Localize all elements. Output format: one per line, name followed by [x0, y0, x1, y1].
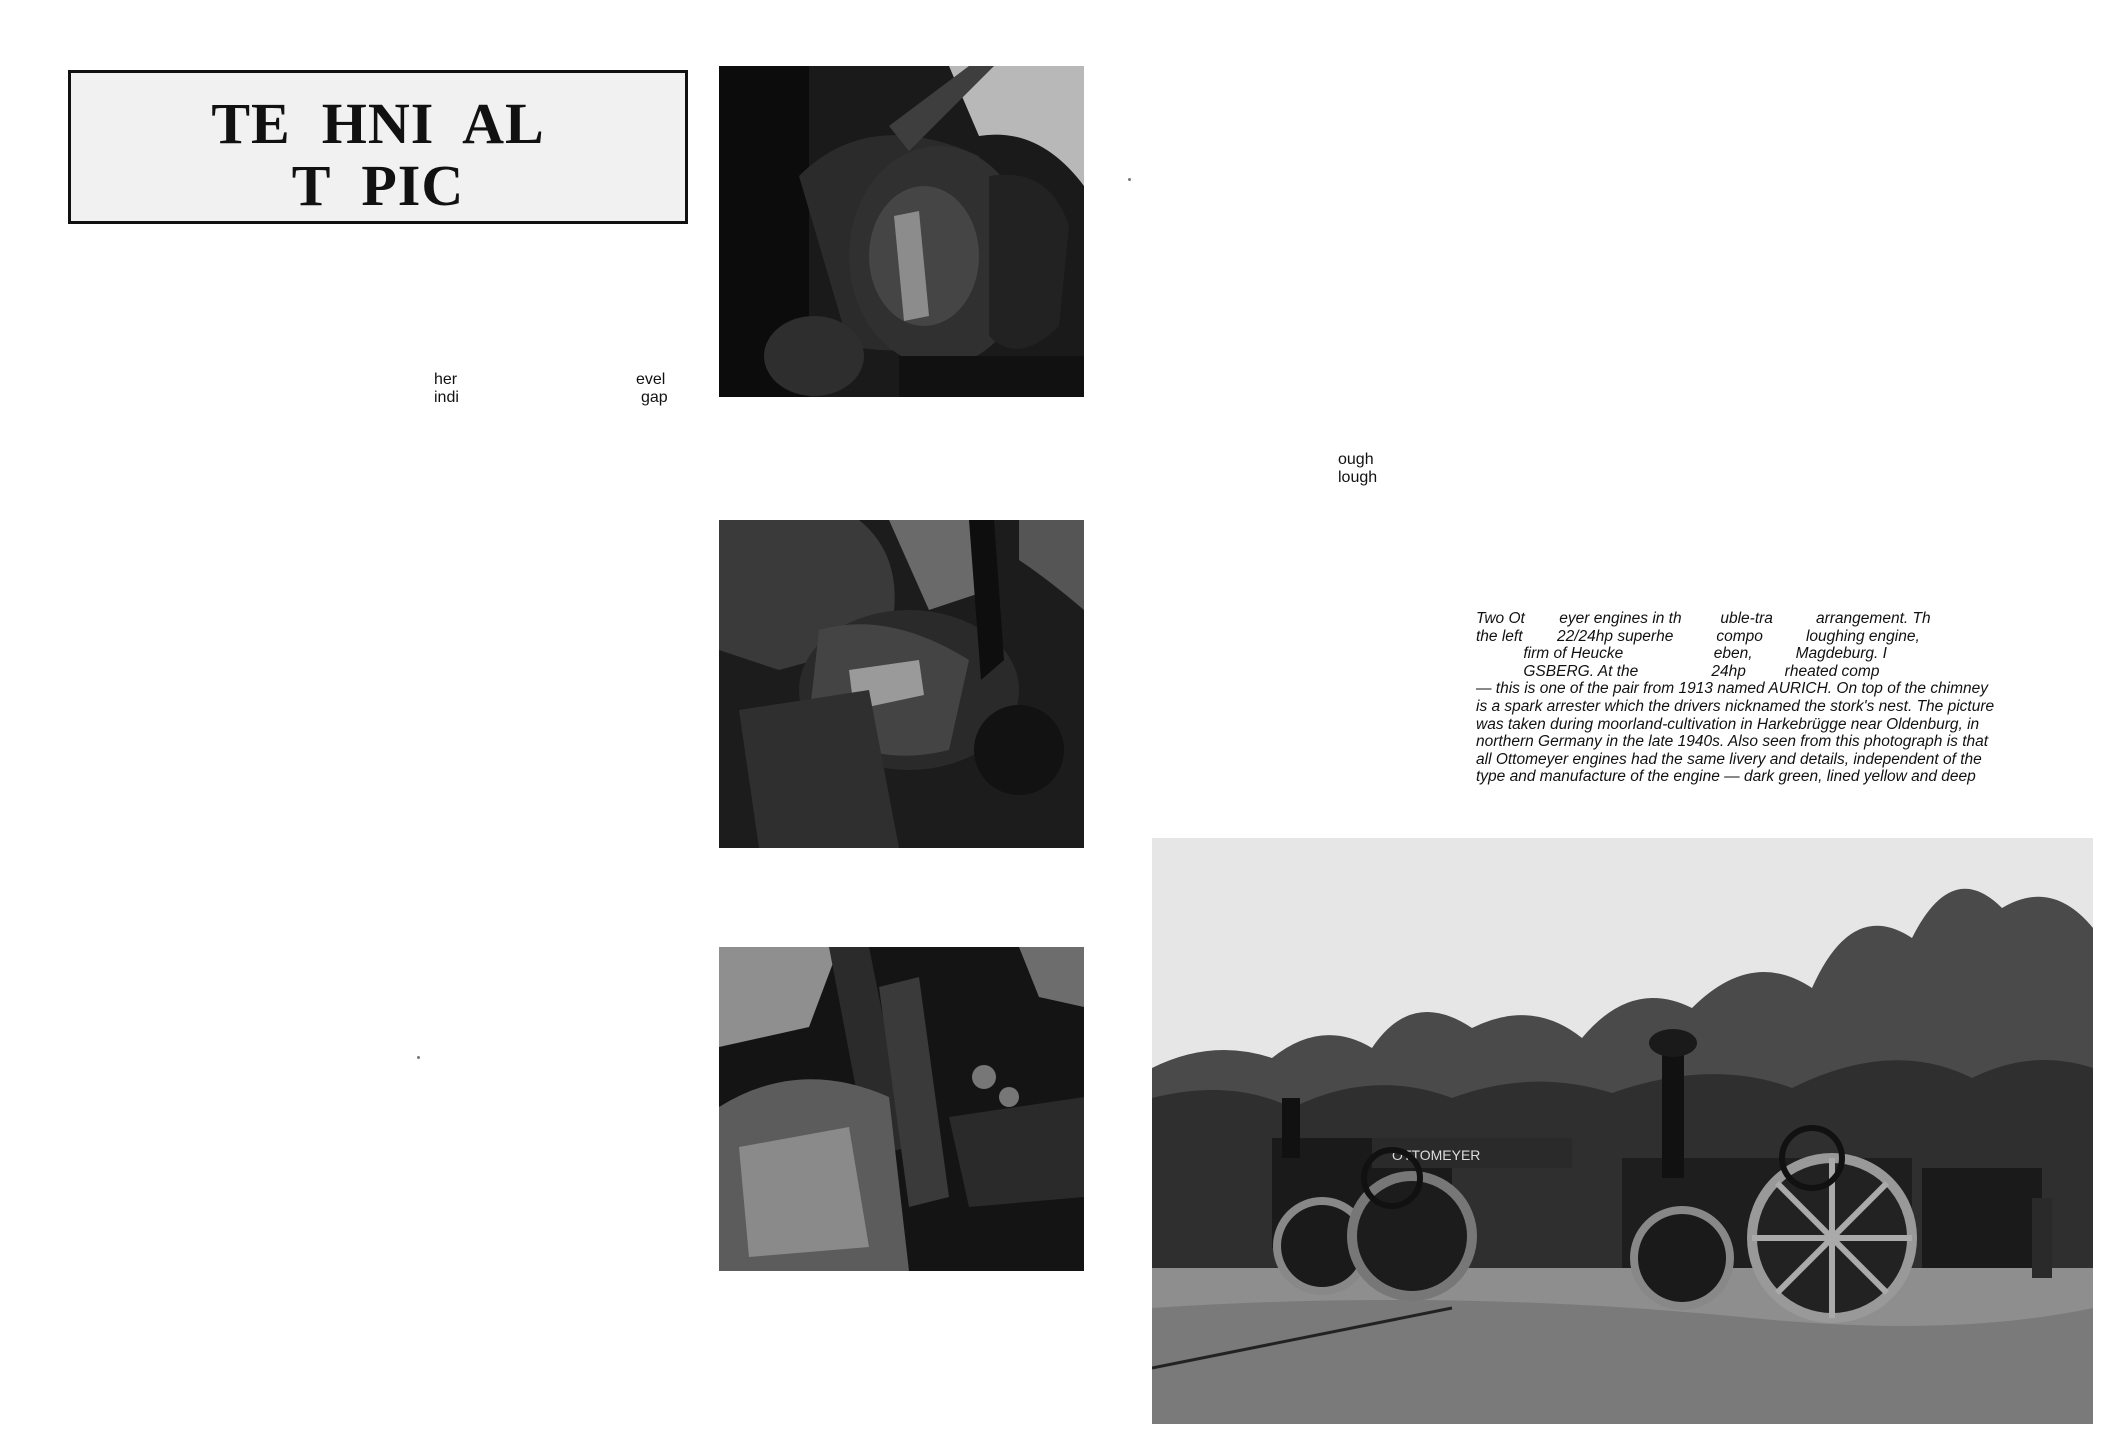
caption-line: firm of Heucke eben, Magdeburg. I: [1476, 645, 1887, 663]
caption-line: type and manufacture of the engine — dark green, lined yellow and deep: [1476, 768, 1976, 786]
text-fragment: her: [434, 371, 458, 388]
machinery-photo-2: [719, 520, 1084, 848]
photo-caption: [1476, 610, 2096, 786]
caption-line: the left 22/24hp superhe compo loughing engine,: [1476, 627, 1920, 645]
text-fragment: indi: [434, 389, 459, 406]
text-fragment: lough: [1338, 469, 1378, 486]
text-fragment: ough: [1338, 451, 1374, 468]
title-line-2: T PIC: [291, 153, 465, 218]
speck: [1128, 178, 1131, 181]
caption-line: is a spark arrester which the drivers nicknamed the stork's nest. The picture: [1476, 697, 1995, 715]
engine-lettering: OTTOMEYER: [1392, 1147, 1481, 1163]
speck: [417, 1056, 420, 1059]
machinery-photo-3: [719, 947, 1084, 1271]
caption-line: Two Ot eyer engines in th uble-tra arrangement. Th: [1476, 610, 1931, 627]
section-title-box: [68, 70, 688, 224]
text-fragment: evel: [636, 371, 666, 388]
caption-line: — this is one of the pair from 1913 named AURICH. On top of the chimney: [1476, 680, 1989, 698]
ottomeyer-engines-photo: [1152, 838, 2093, 1424]
caption-line: GSBERG. At the 24hp rheated comp: [1476, 662, 1880, 680]
caption-line: was taken during moorland-cultivation in Harkebrügge near Oldenburg, in: [1476, 715, 1980, 733]
caption-line: northern Germany in the late 1940s. Also seen from this photograph is that: [1476, 733, 1989, 751]
machinery-photo-1: [719, 66, 1084, 397]
title-line-1: TE HNI AL: [211, 91, 545, 156]
caption-line: all Ottomeyer engines had the same livery and details, independent of the: [1476, 750, 1982, 768]
text-fragment: gap: [641, 389, 668, 406]
